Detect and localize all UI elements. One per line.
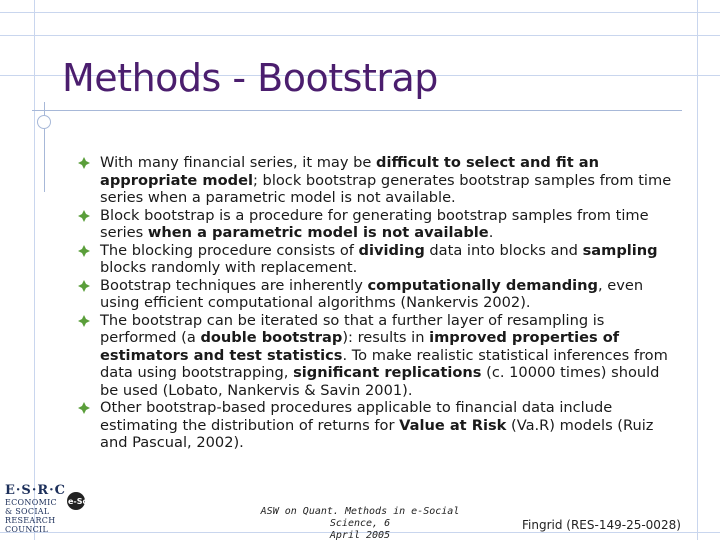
bullet-text-bold: improved properties of estimators and test statistics bbox=[100, 329, 620, 364]
bullet-text: blocks randomly with replacement. bbox=[100, 259, 358, 276]
bullet-text: Block bootstrap is a procedure for generating bootstrap samples from time series bbox=[100, 206, 649, 241]
bullet-text: Bootstrap techniques are inherently bbox=[100, 276, 368, 294]
diamond-bullet-icon bbox=[78, 245, 90, 257]
bullet-text-bold: difficult to select and fit an appropriate model bbox=[100, 154, 600, 189]
bullet-text-bold: sampling bbox=[582, 241, 658, 259]
bullet-text: data into blocks and bbox=[424, 241, 583, 259]
bullet-text-bold: Value at Risk bbox=[399, 416, 507, 434]
esrc-logo-line: ECONOMIC bbox=[5, 498, 57, 507]
slide-title: Methods - Bootstrap bbox=[62, 56, 438, 100]
rule-circle-ornament bbox=[37, 115, 51, 129]
grid-line bbox=[0, 12, 720, 13]
footer-center bbox=[240, 506, 480, 542]
bullet-item bbox=[78, 154, 678, 207]
bullet-text: With many financial series, it may be bbox=[100, 154, 377, 171]
bullet-text: The bootstrap can be iterated so that a further layer of resampling is performed (a bbox=[100, 311, 605, 346]
grid-line bbox=[697, 0, 698, 540]
bullet-text: . To make realistic statistical inferences from data using bootstrapping, bbox=[100, 346, 668, 381]
esrc-logo-line: & SOCIAL bbox=[5, 507, 50, 516]
e-science-logo-text: e-Science bbox=[68, 497, 112, 506]
diamond-bullet-icon bbox=[78, 280, 90, 292]
bullet-text-bold: dividing bbox=[358, 241, 425, 259]
bullet-item bbox=[78, 399, 678, 452]
diamond-bullet-icon bbox=[78, 315, 90, 327]
bullet-item bbox=[78, 207, 678, 242]
bullet-text: Other bootstrap-based procedures applicable to financial data include estimating the distribution of returns for bbox=[100, 399, 613, 434]
diamond-bullet-icon bbox=[78, 157, 90, 169]
esrc-logo-mark: E·S·R·C bbox=[5, 483, 67, 498]
bullet-text: (Va.R) models (Ruiz and Pascual, 2002). bbox=[100, 416, 654, 451]
grid-line bbox=[0, 35, 720, 36]
title-rule bbox=[32, 110, 682, 111]
bullet-text-bold: significant replications bbox=[293, 364, 482, 381]
bullet-item bbox=[78, 277, 678, 312]
bullet-text: . bbox=[488, 224, 494, 241]
bullet-text: (c. 10000 times) should be used (Lobato, Nankervis & Savin 2001). bbox=[100, 364, 660, 399]
bullet-text-bold: double bootstrap bbox=[200, 329, 343, 346]
e-science-logo bbox=[66, 488, 116, 518]
bullet-text-bold: when a parametric model is not available bbox=[147, 224, 489, 241]
esrc-logo bbox=[5, 483, 67, 537]
bullet-list bbox=[78, 154, 678, 452]
bullet-text: The blocking procedure consists of bbox=[100, 241, 359, 259]
footer-right: Fingrid (RES-149-25-0028) bbox=[522, 518, 681, 532]
bullet-item bbox=[78, 242, 678, 277]
grid-line bbox=[34, 0, 35, 540]
bullet-text: ): results in bbox=[342, 329, 430, 346]
esrc-logo-line: COUNCIL bbox=[5, 525, 49, 534]
footer-line-2: April 2005 bbox=[329, 530, 391, 541]
footer-line-1: ASW on Quant. Methods in e-Social Science, 6 bbox=[260, 506, 460, 529]
bullet-item bbox=[78, 312, 678, 400]
diamond-bullet-icon bbox=[78, 210, 90, 222]
diamond-bullet-icon bbox=[78, 402, 90, 414]
esrc-logo-line: RESEARCH bbox=[5, 516, 56, 525]
bullet-text-bold: computationally demanding bbox=[367, 276, 598, 294]
bullet-text: ; block bootstrap generates bootstrap samples from time series when a parametric model is not available. bbox=[100, 171, 672, 206]
bullet-text: , even using efficient computational algorithms (Nankervis 2002). bbox=[100, 276, 644, 311]
